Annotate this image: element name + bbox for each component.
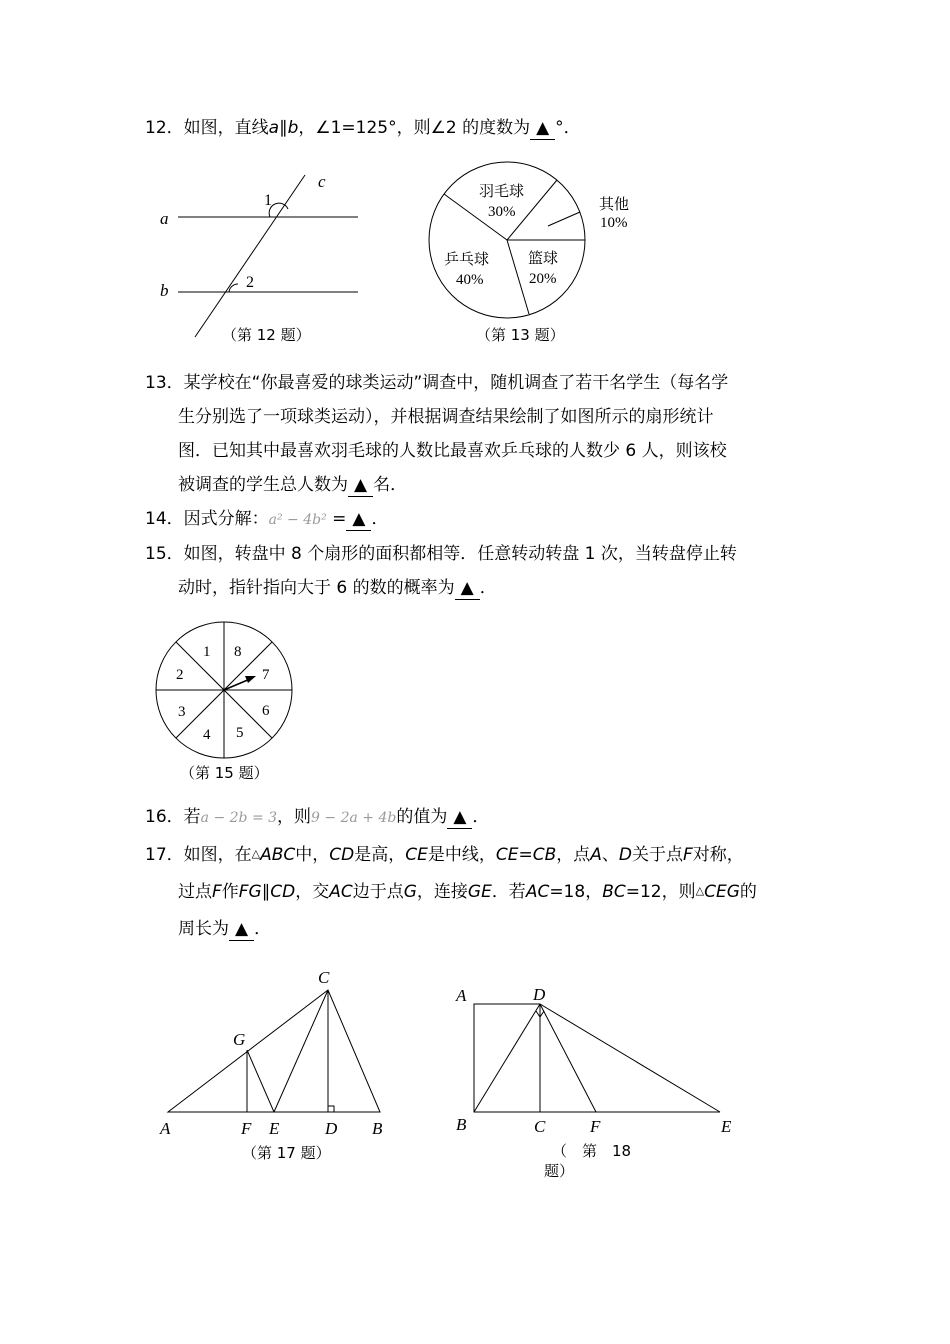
q14-line: [145, 508, 388, 531]
point-d: D: [325, 1119, 338, 1138]
segment-ce: [274, 990, 328, 1112]
figure-18: [450, 980, 750, 1180]
line-c: [195, 175, 305, 337]
q17-t: ．若: [491, 882, 526, 902]
slice-pingpong-name: 乒乓球: [444, 252, 490, 268]
q15-text-1: 如图，转盘中 8 个扇形的面积都相等．任意转动转盘 1 次，当转盘停止转: [183, 544, 737, 564]
q15-number: 15．: [145, 544, 184, 564]
q17-t: ，点: [556, 845, 591, 865]
slice-basketball-name: 篮球: [528, 251, 559, 267]
spinner-number-3: 3: [178, 704, 186, 720]
q14-answer-blank: ▲: [346, 508, 371, 531]
angle1-label: 1: [264, 192, 272, 209]
figure-15-spinner: [150, 615, 300, 790]
segment-df: [540, 1004, 596, 1112]
q12-text: 如图，直线: [183, 118, 269, 138]
fig13-caption: （第 13 题）: [476, 326, 565, 344]
q17-fg: FG: [238, 882, 262, 902]
fig18-caption-2: 题）: [544, 1162, 575, 1180]
q14-expression: a² − 4b²: [268, 512, 327, 528]
q12-text-c: °．: [555, 118, 581, 138]
fig18-caption-1: （ 第 18: [552, 1142, 632, 1160]
q17-ac: AC: [329, 882, 353, 902]
q16-text-2: ，则: [277, 807, 312, 827]
figure-13: [420, 158, 650, 348]
q12-var-b: b: [287, 118, 299, 138]
q13-text-1: 某学校在“你最喜爱的球类运动”调查中，随机调查了若干名学生（每名学: [183, 373, 729, 393]
q17-ac2: AC: [525, 882, 550, 902]
slice-other-name: 其他: [599, 197, 630, 213]
q17-t: 边于点: [352, 882, 404, 902]
q17-g: G: [403, 882, 417, 902]
q17-t: 周长为: [178, 919, 229, 939]
triangle-abc: [168, 990, 380, 1112]
q16-number: 16．: [145, 807, 184, 827]
q17-t: 对称，: [692, 845, 744, 865]
q13-line-4: [178, 474, 407, 497]
segment-de: [540, 1004, 720, 1112]
q13-text-4b: 名．: [373, 475, 408, 495]
q13-text-4: 被调查的学生总人数为: [178, 475, 348, 495]
slice-badminton-pct: 30%: [488, 204, 516, 220]
q14-end: ．: [371, 509, 389, 529]
segment-ge: [247, 1050, 274, 1112]
spinner-number-1: 1: [203, 644, 211, 660]
spinner-number-7: 7: [262, 667, 270, 683]
point-d: D: [533, 985, 546, 1004]
q17-parallel: ∥: [261, 882, 271, 902]
q13-line-2: 生分别选了一项球类运动），并根据调查结果绘制了如图所示的扇形统计: [178, 407, 714, 427]
q17-t: 作: [221, 882, 239, 902]
right-angle-mark: [328, 1106, 334, 1112]
q12-line: [145, 117, 581, 140]
other-leader-line: [548, 212, 580, 226]
q16-text-3: 的值为: [396, 807, 448, 827]
spinner-pointer: [224, 679, 250, 690]
q13-line-3: 图．已知其中最喜欢羽毛球的人数比最喜欢乒乓球的人数少 6 人，则该校: [178, 441, 727, 461]
point-b: B: [456, 1115, 467, 1134]
point-a: A: [160, 1119, 171, 1138]
q14-number: 14．: [145, 509, 184, 529]
q15-text-2: 动时，指针指向大于 6 的数的概率为: [178, 578, 455, 598]
q17-cd: CD: [329, 845, 355, 865]
q15-line-2: [178, 577, 497, 600]
q13-line-1: [145, 372, 728, 394]
q17-t: ，交: [295, 882, 330, 902]
spinner-number-8: 8: [234, 644, 242, 660]
point-c: C: [534, 1117, 546, 1136]
q17-bc: BC: [602, 882, 626, 902]
q17-t: 如图，在: [183, 845, 252, 865]
pointer-arrowhead-icon: [245, 676, 256, 683]
q12-number: 12．: [145, 118, 184, 138]
q12-var-a: a: [268, 118, 280, 138]
q16-expression-2: 9 − 2a + 4b: [311, 810, 397, 826]
q14-text: 因式分解：: [183, 509, 269, 529]
point-g: G: [233, 1030, 246, 1049]
figure-17: [150, 962, 410, 1172]
q17-f2: F: [212, 882, 222, 902]
q16-text-1: 若: [183, 807, 201, 827]
q17-f: F: [683, 845, 693, 865]
spinner-number-2: 2: [176, 667, 184, 683]
slice-other-pct: 10%: [600, 215, 628, 231]
pie-divider-4: [507, 240, 529, 314]
q16-answer-blank: ▲: [447, 806, 472, 829]
q12-parallel: ∥: [279, 118, 288, 138]
q17-t: 、: [601, 845, 619, 865]
q17-t: 中，: [295, 845, 330, 865]
q14-equals: =: [332, 509, 347, 529]
q17-abc: ABC: [260, 845, 296, 865]
q17-t: 过点: [178, 882, 212, 902]
q13-answer-blank: ▲: [348, 474, 373, 497]
q17-t: =18，: [549, 882, 603, 902]
q12-text-b: ，∠1=125°，则∠2 的度数为: [298, 118, 531, 138]
q15-answer-blank: ▲: [455, 577, 480, 600]
label-b: b: [160, 281, 169, 300]
q13-number: 13．: [145, 373, 184, 393]
q17-line-2: [178, 880, 757, 903]
q17-t: 是高，: [354, 845, 406, 865]
q17-ceg: CEG: [704, 882, 740, 902]
q16-line: [145, 806, 489, 829]
q15-line-1: [145, 543, 737, 565]
angle2-label: 2: [246, 274, 254, 291]
q16-expression-1: a − 2b = 3: [200, 810, 278, 826]
q17-ge: GE: [467, 882, 492, 902]
q15-text-2b: ．: [479, 578, 497, 598]
q16-end: ．: [472, 807, 490, 827]
triangle-symbol: △: [251, 847, 261, 860]
q17-t: 是中线，: [427, 845, 496, 865]
triangle-symbol-2: △: [695, 884, 705, 897]
slice-pingpong-pct: 40%: [456, 272, 484, 288]
q17-t: 的: [739, 882, 757, 902]
spinner-number-5: 5: [236, 725, 244, 741]
point-f: F: [590, 1117, 601, 1136]
q17-answer-blank: ▲: [229, 918, 254, 941]
point-a: A: [456, 986, 467, 1005]
fig17-caption: （第 17 题）: [242, 1144, 331, 1162]
fig15-caption: （第 15 题）: [180, 764, 269, 782]
slice-basketball-pct: 20%: [529, 271, 557, 287]
point-b: B: [372, 1119, 383, 1138]
q17-a: A: [590, 845, 602, 865]
spinner-number-4: 4: [203, 727, 211, 743]
label-c: c: [318, 172, 326, 191]
q17-cd2: CD: [270, 882, 296, 902]
q17-cecb: CE=CB: [495, 845, 557, 865]
spinner-number-6: 6: [262, 703, 270, 719]
q17-d: D: [618, 845, 632, 865]
figure-12: [150, 165, 370, 350]
fig12-caption: （第 12 题）: [222, 326, 311, 344]
segment-db: [474, 1004, 540, 1112]
point-e: E: [721, 1117, 732, 1136]
q17-line-3: [178, 918, 271, 941]
q17-t: ．: [254, 919, 272, 939]
q17-t: 关于点: [632, 845, 683, 865]
q17-t: ，连接: [416, 882, 468, 902]
label-a: a: [160, 209, 169, 228]
q17-number: 17．: [145, 845, 184, 865]
q12-answer-blank: ▲: [530, 117, 555, 140]
slice-badminton-name: 羽毛球: [479, 184, 525, 200]
point-e: E: [269, 1119, 280, 1138]
q17-line-1: [145, 843, 744, 866]
q17-ce: CE: [405, 845, 428, 865]
point-c: C: [318, 968, 330, 987]
point-f: F: [241, 1119, 252, 1138]
q17-t: =12，则: [625, 882, 696, 902]
